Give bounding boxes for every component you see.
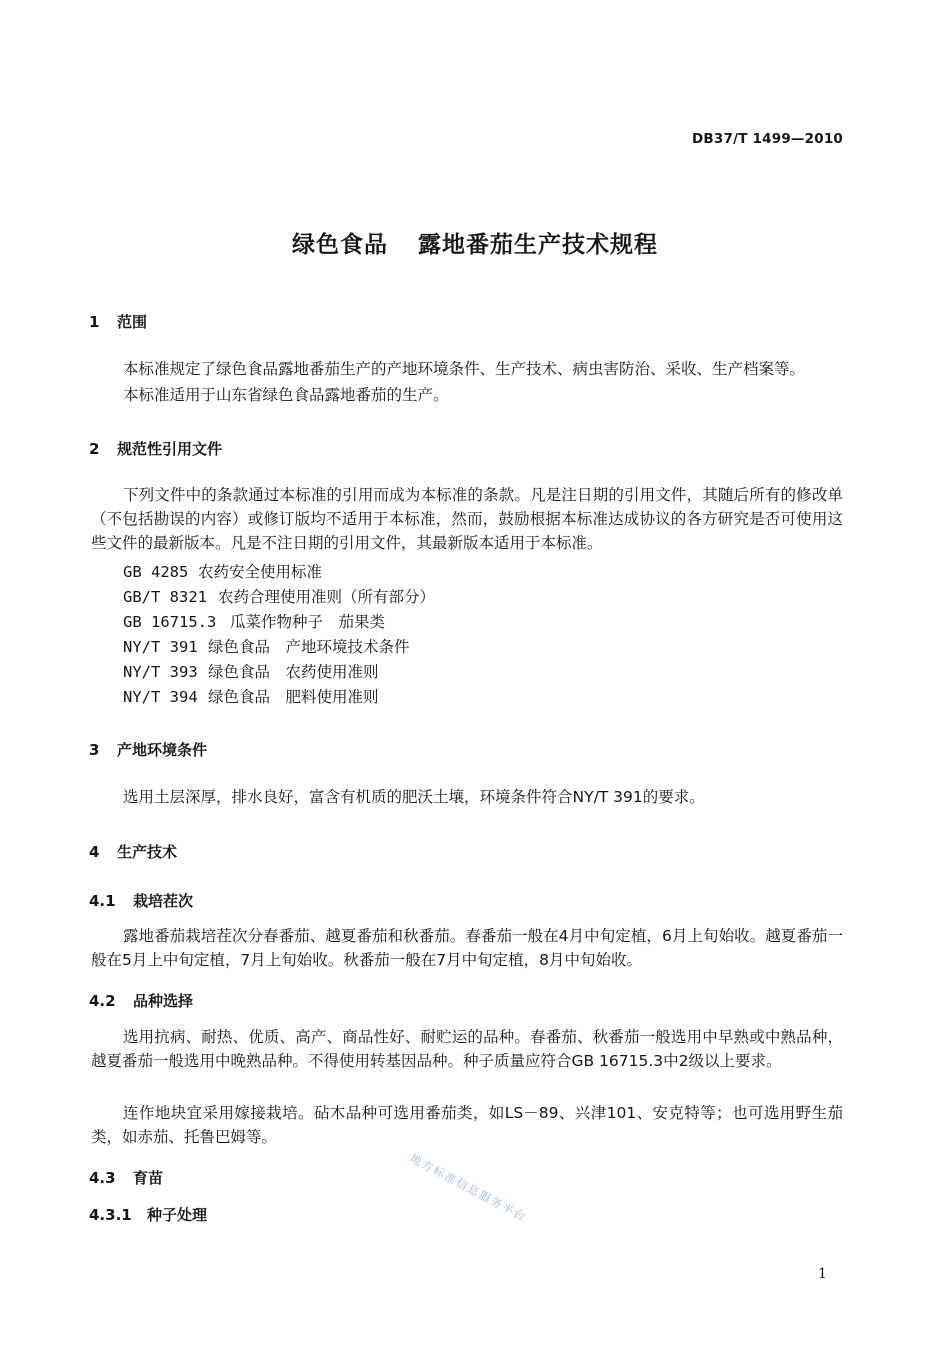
reference-code: NY/T 391 xyxy=(123,638,198,656)
section-3-heading xyxy=(89,739,207,760)
section-2-paragraph-1: 下列文件中的条款通过本标准的引用而成为本标准的条款。凡是注日期的引用文件，其随后所有的修改单（不包括勘误的内容）或修订版均不适用于本标准，然而，鼓励根据本标准达成协议的各方研究是否可使用这些文件的最新版本。凡是不注日期的引用文件，其最新版本适用于本标准。 xyxy=(91,486,843,552)
document-code: DB37/T 1499—2010 xyxy=(692,131,843,147)
section-4-2-heading xyxy=(89,990,193,1011)
section-number: 4.3.1 xyxy=(89,1206,132,1224)
section-title: 育苗 xyxy=(133,1169,164,1187)
reference-code: GB/T 8321 xyxy=(123,588,207,606)
reference-title: 农药合理使用准则（所有部分） xyxy=(218,588,436,606)
section-title: 范围 xyxy=(117,313,148,331)
section-title: 品种选择 xyxy=(133,992,194,1010)
reference-code: GB 4285 xyxy=(123,563,189,581)
document-title xyxy=(0,226,950,259)
section-title: 生产技术 xyxy=(117,843,178,861)
section-4-3-heading xyxy=(89,1167,163,1188)
reference-item xyxy=(123,635,435,660)
page-number: 1 xyxy=(818,1266,827,1282)
section-4-3-1-heading xyxy=(89,1204,207,1225)
section-4-heading xyxy=(89,841,177,862)
reference-item xyxy=(123,660,435,685)
section-title: 种子处理 xyxy=(147,1206,208,1224)
reference-title: 绿色食品 肥料使用准则 xyxy=(208,688,379,706)
reference-title: 绿色食品 农药使用准则 xyxy=(208,663,379,681)
reference-title: 农药安全使用标准 xyxy=(198,563,323,581)
section-number: 4.3 xyxy=(89,1169,116,1187)
reference-title: 绿色食品 产地环境技术条件 xyxy=(208,638,410,656)
section-4-2-paragraph-1: 选用抗病、耐热、优质、高产、商品性好、耐贮运的品种。春番茄、秋番茄一般选用中早熟或中熟品种，越夏番茄一般选用中晚熟品种。不得使用转基因品种。种子质量应符合GB 16715.3中2级以上要求。 xyxy=(91,1028,843,1070)
section-title: 产地环境条件 xyxy=(117,741,208,759)
section-4-2-paragraph-2: 连作地块宜采用嫁接栽培。砧木品种可选用番茄类，如LS－89、兴津101、安克特等；也可选用野生茄类，如赤茄、托鲁巴姆等。 xyxy=(91,1104,843,1146)
section-number: 4.2 xyxy=(89,992,116,1010)
reference-code: GB 16715.3 xyxy=(123,613,217,631)
section-4-1-heading xyxy=(89,890,193,911)
watermark: 地方标准信息服务平台 xyxy=(407,1151,529,1225)
reference-item xyxy=(123,560,435,585)
section-2-heading xyxy=(89,438,222,459)
section-number: 4.1 xyxy=(89,892,116,910)
section-1-paragraph-1: 本标准规定了绿色食品露地番茄生产的产地环境条件、生产技术、病虫害防治、采收、生产档案等。 xyxy=(123,360,806,378)
reference-item xyxy=(123,685,435,710)
reference-list xyxy=(123,560,435,710)
section-title: 栽培茬次 xyxy=(133,892,194,910)
section-1-paragraph-2: 本标准适用于山东省绿色食品露地番茄的生产。 xyxy=(123,386,449,404)
reference-item xyxy=(123,585,435,610)
section-number: 4 xyxy=(89,843,100,861)
title-part-2: 露地番茄生产技术规程 xyxy=(418,232,658,258)
section-number: 2 xyxy=(89,440,100,458)
reference-item xyxy=(123,610,435,635)
section-title: 规范性引用文件 xyxy=(117,440,223,458)
section-number: 3 xyxy=(89,741,100,759)
section-3-paragraph-1: 选用土层深厚，排水良好，富含有机质的肥沃土壤，环境条件符合NY/T 391的要求。 xyxy=(123,788,705,806)
section-4-1-paragraph-1: 露地番茄栽培茬次分春番茄、越夏番茄和秋番茄。春番茄一般在4月中旬定植，6月上旬始收。越夏番茄一般在5月上中旬定植，7月上旬始收。秋番茄一般在7月中旬定植，8月中旬始收。 xyxy=(91,927,843,969)
title-part-1: 绿色食品 xyxy=(292,232,388,258)
reference-code: NY/T 393 xyxy=(123,663,198,681)
section-1-heading xyxy=(89,311,147,332)
reference-code: NY/T 394 xyxy=(123,688,198,706)
section-number: 1 xyxy=(89,313,100,331)
reference-title: 瓜菜作物种子 茄果类 xyxy=(230,613,386,631)
